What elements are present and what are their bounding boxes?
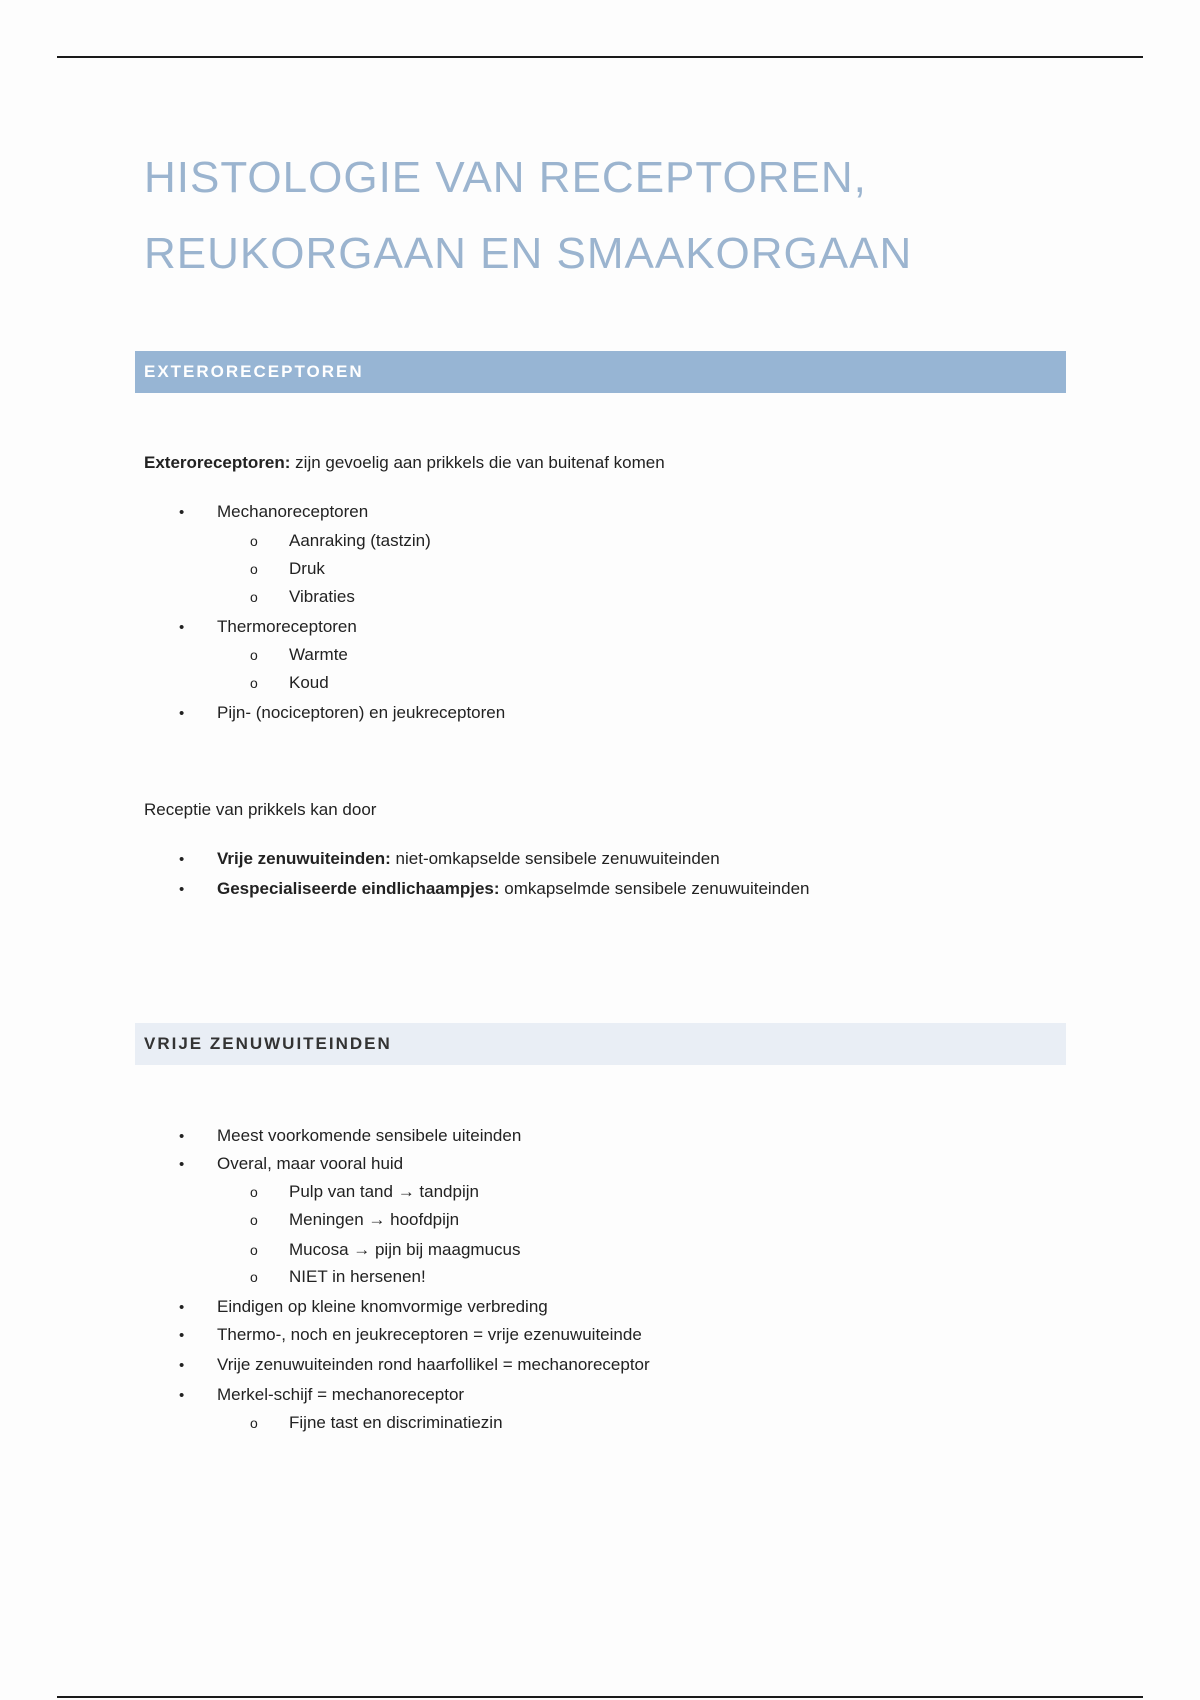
list-item: • Thermoreceptoren: [179, 617, 357, 636]
list-item: o Koud: [250, 673, 329, 692]
list-item-term: Gespecialiseerde eindlichaampjes:: [217, 879, 500, 898]
circle-bullet-icon: o: [250, 1212, 258, 1228]
list-item: • Eindigen op kleine knomvormige verbreding: [179, 1297, 548, 1316]
circle-bullet-icon: o: [250, 589, 258, 605]
bullet-icon: •: [179, 851, 185, 868]
list-item: o Fijne tast en discriminatiezin: [250, 1413, 503, 1432]
circle-bullet-icon: o: [250, 533, 258, 549]
list-item: • Pijn- (nociceptoren) en jeukreceptoren: [179, 703, 506, 722]
title-line-2: REUKORGAAN EN SMAAKORGAAN: [144, 229, 913, 278]
section-heading-exteroreceptoren: EXTERORECEPTOREN: [135, 351, 1066, 393]
list-item: • Thermo-, noch en jeukreceptoren = vrije ezenuwuiteinde: [179, 1325, 642, 1344]
list-item: • Mechanoreceptoren: [179, 502, 369, 521]
circle-bullet-icon: o: [250, 1415, 258, 1431]
bullet-icon: •: [179, 1327, 185, 1344]
list-item: o Aanraking (tastzin): [250, 531, 431, 550]
list-item: • Merkel-schijf = mechanoreceptor: [179, 1385, 465, 1404]
circle-bullet-icon: o: [250, 1242, 258, 1258]
list-item: o Druk: [250, 559, 325, 578]
section-heading-vrije-zenuwuiteinden: VRIJE ZENUWUITEINDEN: [135, 1023, 1066, 1065]
bullet-icon: •: [179, 705, 185, 722]
bullet-icon: •: [179, 504, 185, 521]
circle-bullet-icon: o: [250, 647, 258, 663]
bullet-icon: •: [179, 1128, 185, 1145]
list-item-term: Vrije zenuwuiteinden:: [217, 849, 391, 868]
page-title: [144, 140, 912, 292]
header-rule: [57, 56, 1143, 58]
definition-text: zijn gevoelig aan prikkels die van buitenaf komen: [290, 453, 665, 472]
list-item: o Warmte: [250, 645, 348, 664]
list-item: • Overal, maar vooral huid: [179, 1154, 404, 1173]
bullet-icon: •: [179, 1299, 185, 1316]
circle-bullet-icon: o: [250, 1184, 258, 1200]
bullet-icon: •: [179, 1387, 185, 1404]
circle-bullet-icon: o: [250, 561, 258, 577]
list-item: o Meningen → hoofdpijn: [250, 1210, 460, 1229]
list-item: o Mucosa → pijn bij maagmucus: [250, 1240, 521, 1259]
list-item: • Gespecialiseerde eindlichaampjes: omkapselmde sensibele zenuwuiteinden: [179, 879, 810, 898]
bullet-icon: •: [179, 1156, 185, 1173]
footer-rule: [57, 1696, 1143, 1698]
list-item: • Vrije zenuwuiteinden rond haarfollikel = mechanoreceptor: [179, 1355, 650, 1374]
bullet-icon: •: [179, 1357, 185, 1374]
reception-intro: Receptie van prikkels kan door: [144, 800, 377, 819]
list-item: o NIET in hersenen!: [250, 1267, 426, 1286]
circle-bullet-icon: o: [250, 675, 258, 691]
list-item: o Pulp van tand → tandpijn: [250, 1182, 479, 1201]
list-item: • Vrije zenuwuiteinden: niet-omkapselde sensibele zenuwuiteinden: [179, 849, 720, 868]
bullet-icon: •: [179, 619, 185, 636]
bullet-icon: •: [179, 881, 185, 898]
title-line-1: HISTOLOGIE VAN RECEPTOREN,: [144, 153, 867, 202]
definition-paragraph: [144, 453, 665, 473]
circle-bullet-icon: o: [250, 1269, 258, 1285]
list-item: • Meest voorkomende sensibele uiteinden: [179, 1126, 522, 1145]
list-item: o Vibraties: [250, 587, 355, 606]
definition-term: Exteroreceptoren:: [144, 453, 291, 472]
